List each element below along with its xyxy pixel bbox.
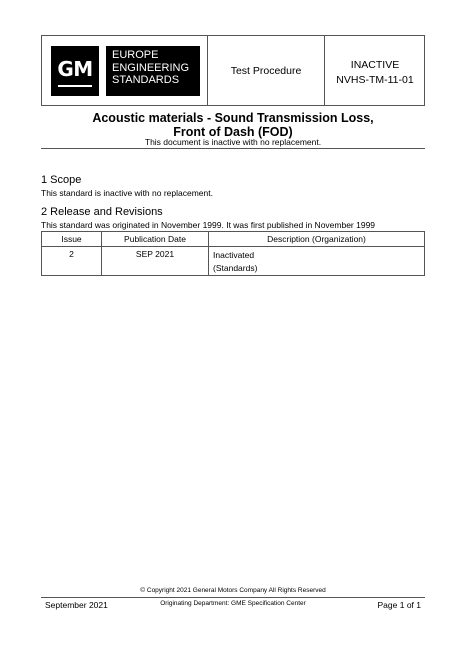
table-header-row — [42, 232, 425, 247]
footer-page-number: Page 1 of 1 — [377, 600, 421, 610]
footer-rule — [41, 597, 425, 598]
document-title — [41, 111, 425, 139]
document-header — [41, 35, 425, 106]
gm-logo-underline — [58, 85, 92, 87]
document-type: Test Procedure — [230, 64, 302, 77]
cell-issue: 2 — [42, 247, 102, 276]
inactive-note: This document is inactive with no replacement. — [144, 137, 322, 147]
gm-logo — [51, 46, 99, 96]
footer-date: September 2021 — [45, 600, 108, 610]
brand-block — [106, 46, 200, 96]
description-line: (Standards) — [213, 263, 258, 273]
cell-description — [209, 247, 425, 276]
document-number: NVHS-TM-11-01 — [336, 74, 414, 86]
title-line: Acoustic materials - Sound Transmission Loss, — [92, 111, 374, 125]
brand-line: STANDARDS — [112, 74, 180, 86]
status-block — [325, 36, 425, 105]
footer-department: Originating Department: GME Specification Center — [160, 600, 306, 607]
column-header-date: Publication Date — [102, 232, 209, 247]
release-heading: 2 Release and Revisions — [41, 206, 163, 218]
revision-table — [41, 231, 425, 276]
brand-line: EUROPE — [112, 49, 159, 61]
status-badge: INACTIVE — [350, 59, 400, 71]
copyright-notice: © Copyright 2021 General Motors Company All Rights Reserved — [140, 587, 326, 594]
brand-line: ENGINEERING — [112, 61, 190, 74]
title-line: Front of Dash (FOD) — [173, 125, 293, 139]
scope-text: This standard is inactive with no replacement. — [41, 188, 213, 198]
description-line: Inactivated — [213, 250, 255, 260]
table-row — [42, 247, 425, 276]
column-header-issue: Issue — [42, 232, 102, 247]
title-rule — [41, 148, 425, 149]
cell-date: SEP 2021 — [102, 247, 209, 276]
column-header-description: Description (Organization) — [209, 232, 425, 247]
release-text: This standard was originated in November 1999. It was first published in November 1999 — [41, 220, 376, 230]
gm-logo-text: GM — [57, 57, 93, 81]
scope-heading: 1 Scope — [41, 174, 82, 186]
